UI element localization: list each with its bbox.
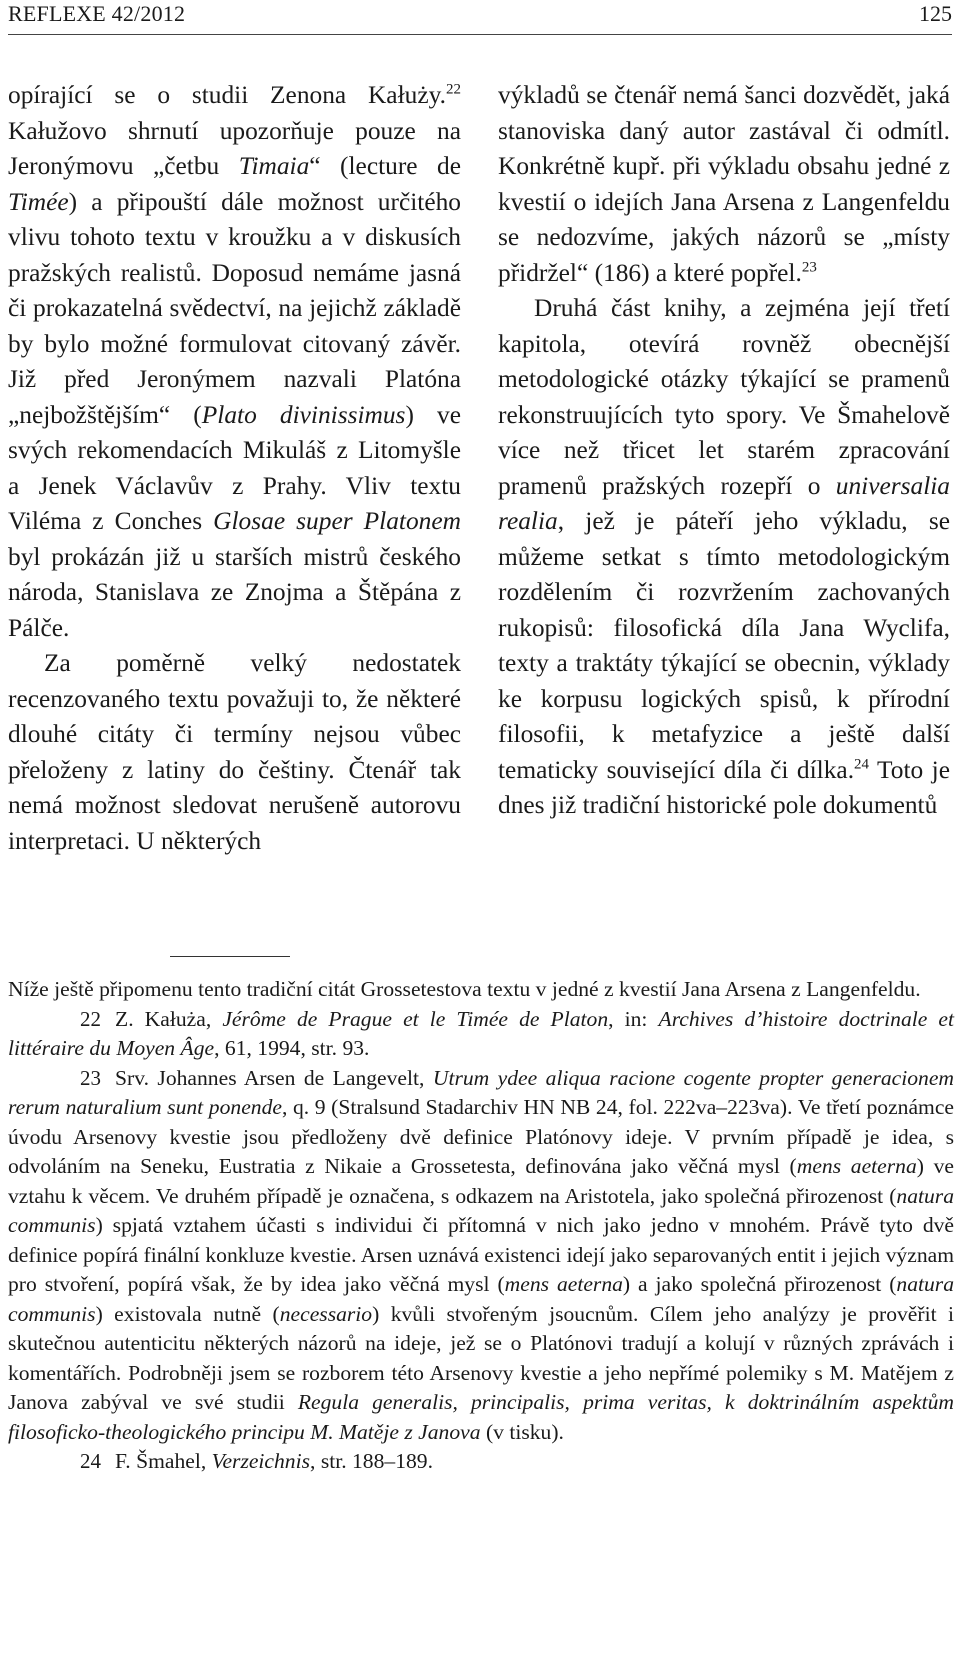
text-run: Níže ještě připomenu tento tradiční citát Grossetestova textu v jedné z kvestií Jana Arsena z Langenfeldu. xyxy=(8,977,921,1001)
footnotes xyxy=(8,975,954,1477)
text-run: ) kvůli stvořeným jsoucnům. Cílem jeho analýzy je prověřit i skutečnou autenticitu některých názorů na ideje, jež se o Platónovi tradují a kolují v různých zprávách i komentářích. Podrobněji jsem se rozborem této Arsenovy kvestie a jeho nepřímé polemiky s M. Matějem z Janova zabýval ve své studii xyxy=(8,1301,954,1414)
text-run: výkladů se čtenář nemá šanci dozvědět, jaká stanoviska daný autor zastával či odmítl. Konkrétně kupř. při výkladu obsahu jedné z kvestií o idejích Jana Arsena z Langenfeldu se nedozvíme, jakých názorů se „místy přidržel“ (186) a které popřel. xyxy=(498,81,950,287)
text-run: Srv. Johannes Arsen de Langevelt, xyxy=(115,1065,433,1090)
text-run: ) a připouští dále možnost určitého vlivu tohoto textu v kroužku a v diskusích pražských realistů. Doposud nemáme jasná či prokazatelná svědectví, na jejichž základě by bylo možné formulovat citovaný závěr. Již před Jeronýmem nazvali Platóna „nejbožštějším“ ( xyxy=(8,187,461,429)
italic-text: Jérôme de Prague et le Timée de Platon xyxy=(222,1006,609,1031)
left-column xyxy=(8,78,461,859)
italic-text: Regula generalis, principalis, prima veritas, k doktrinálním aspektům filosoficko-theologického principu M. Matěje z Janova xyxy=(8,1390,954,1444)
right-column xyxy=(498,78,950,824)
text-run: Kałužovo shrnutí upozorňuje pouze na Jeronýmovu „četbu xyxy=(8,116,461,180)
italic-text: Glosae super Platonem xyxy=(213,507,461,535)
italic-text: mens aeterna xyxy=(504,1272,623,1296)
italic-text: Archives d’histoire doctrinale et littéraire du Moyen Âge xyxy=(8,1006,955,1060)
italic-text: Verzeichnis xyxy=(211,1449,311,1473)
text-run: ) ve svých rekomendacích Mikuláš z Litomyšle a Jenek Václavův z Prahy. Vliv textu Viléma z Conches xyxy=(8,400,461,535)
text-run: , 61, 1994, str. 93. xyxy=(214,1036,370,1060)
text-run: , jež je páteří jeho výkladu, se můžeme setkat s tímto metodologickým rozdělením či rozvržením zachovaných rukopisů: filosofická díla Jana Wyclifa, texty a traktáty týkající se obecnin, výklady ke korpusu logických spisů, k přírodní filosofii, k metafyzice a ještě další tematicky související díla či dílka. xyxy=(498,507,950,784)
footnote-reference: 22 xyxy=(446,81,461,98)
footnote xyxy=(8,975,954,1005)
body-paragraph xyxy=(8,646,461,859)
footnote xyxy=(8,1064,954,1448)
text-run: Toto je dnes již tradiční historické pole dokumentů xyxy=(498,755,950,819)
footnote-separator xyxy=(170,956,290,957)
footnote-number: 24 xyxy=(80,1449,101,1473)
footnote-number: 23 xyxy=(80,1065,101,1090)
italic-text: necessario xyxy=(279,1301,373,1326)
text-run: “ (lecture de xyxy=(309,152,461,180)
text-run: ) existovala nutně ( xyxy=(95,1301,280,1326)
text-run: ) spjatá vztahem účasti s individui či přítomná v nich jako jedno v mnohém. Právě tyto dvě definice popírá finální konkluze kvestie. Arsen uznává existenci idejí jako separovaných entit i jejich význam pro stvoření, popírá však, že by idea jako věčná mysl ( xyxy=(8,1213,954,1296)
page-number: 125 xyxy=(919,1,952,26)
body-paragraph xyxy=(498,291,950,824)
text-run: , q. 9 (Stralsund Stadarchiv HN NB 24, fol. 222va–223va). Ve třetí poznámce úvodu Arsenovy kvestie jsou předloženy dvě definice Platónovy ideje. V prvním případě je idea, s odvoláním na Seneku, Eustratia z Nikaie a Grossetesta, definována jako věčná mysl ( xyxy=(8,1095,954,1178)
footnote xyxy=(8,1005,954,1064)
italic-text: Utrum ydee aliqua racione cogente propter generacionem rerum naturalium sunt ponende xyxy=(8,1065,955,1119)
footnote-number: 22 xyxy=(80,1006,101,1031)
italic-text: universalia realia xyxy=(498,471,950,535)
text-run: byl prokázán již u starších mistrů českého národa, Stanislava ze Znojma a Štěpána z Pálče. xyxy=(8,542,461,642)
italic-text: Plato divinissimus xyxy=(201,400,406,429)
italic-text: mens aeterna xyxy=(796,1154,917,1178)
journal-issue: REFLEXE 42/2012 xyxy=(8,1,186,26)
footnote-reference: 24 xyxy=(854,756,870,773)
running-header xyxy=(8,0,952,35)
text-run: , in: xyxy=(608,1006,659,1031)
text-run: Za poměrně velký nedostatek recenzovaného textu považuji to, že některé dlouhé citáty či termíny nejsou vůbec přeloženy z latiny do češtiny. Čtenář tak nemá možnost sledovat nerušeně autorovu interpretaci. U některých xyxy=(8,649,461,855)
text-run: F. Šmahel, xyxy=(115,1449,212,1473)
body-paragraph xyxy=(498,78,950,291)
text-run: , str. 188–189. xyxy=(310,1449,433,1473)
text-run: Z. Kałuża, xyxy=(115,1006,223,1031)
italic-text: natura communis xyxy=(8,1183,954,1237)
text-run: opírající se o studii Zenona Kałuży. xyxy=(8,81,446,109)
footnote-reference: 23 xyxy=(801,259,817,276)
text-run: (v tisku). xyxy=(480,1419,564,1444)
text-run: ) ve vztahu k věcem. Ve druhém případě je označena, s odkazem na Aristotela, jako společná přirozenost ( xyxy=(8,1154,954,1208)
italic-text: natura communis xyxy=(8,1272,954,1326)
text-run: ) a jako společná přirozenost ( xyxy=(622,1272,897,1296)
body-paragraph xyxy=(8,78,461,646)
footnote xyxy=(8,1447,954,1477)
italic-text: Timée xyxy=(8,187,69,216)
text-run: Druhá část knihy, a zejména její třetí kapitola, otevírá rovněž obecnější metodologické otázky týkající se pramenů rekonstruujících tyto spory. Ve Šmahelově více než třicet let starém zpracování pramenů pražských rozepří o xyxy=(498,294,950,500)
italic-text: Timaia xyxy=(238,152,310,180)
